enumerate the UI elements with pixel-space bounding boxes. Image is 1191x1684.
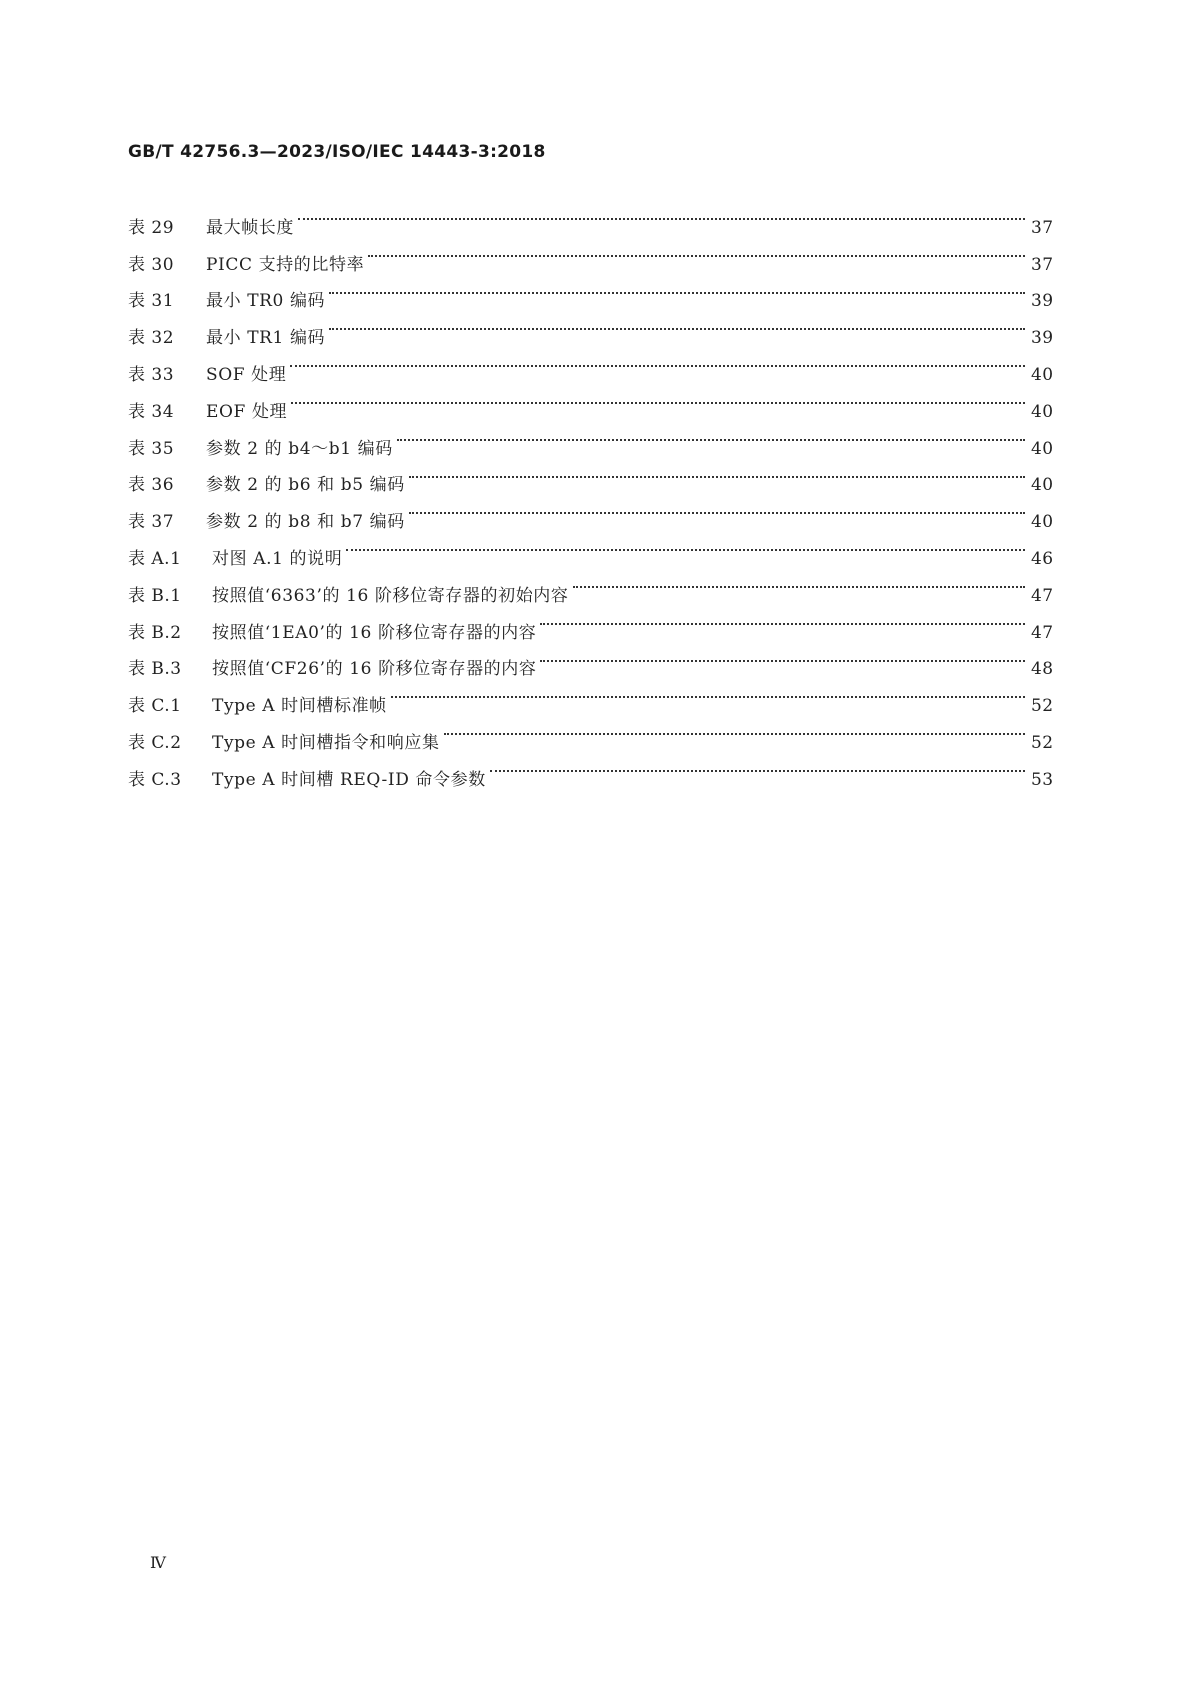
- toc-entry-label: 表 A.1: [128, 548, 182, 569]
- toc-entry-page: 40: [1031, 475, 1054, 496]
- toc-entry-label: 表 32: [128, 328, 175, 349]
- toc-dot-leader: [409, 490, 1025, 527]
- toc-entry-label: 表 31: [128, 291, 175, 312]
- toc-dot-leader: [290, 343, 1025, 380]
- toc-entry-label: 表 C.2: [128, 732, 182, 753]
- toc-entry[interactable]: [128, 196, 1054, 238]
- toc-entry-page: 48: [1031, 659, 1054, 680]
- toc-entry-title: Type A 时间槽标准帧: [212, 696, 387, 717]
- toc-dot-leader: [490, 748, 1025, 785]
- toc-entry-page: 47: [1031, 622, 1054, 643]
- toc-dot-leader: [329, 306, 1025, 343]
- toc-entry-page: 52: [1031, 696, 1054, 717]
- toc-dot-leader: [291, 380, 1025, 417]
- toc-entry-page: 37: [1031, 217, 1054, 238]
- toc-entry-title: 最小 TR0 编码: [206, 291, 326, 312]
- toc-dot-leader: [329, 270, 1025, 307]
- toc-entry-page: 40: [1031, 438, 1054, 459]
- toc-entry-label: 表 B.2: [128, 622, 182, 643]
- toc-entry-title: 最大帧长度: [206, 217, 294, 238]
- toc-entry-title: EOF 处理: [206, 401, 288, 422]
- toc-entry-title: Type A 时间槽指令和响应集: [212, 732, 440, 753]
- toc-entry-label: 表 C.3: [128, 769, 182, 790]
- toc-entry-page: 46: [1031, 548, 1054, 569]
- toc-entry-title: Type A 时间槽 REQ-ID 命令参数: [212, 769, 486, 790]
- toc-entry-title: 最小 TR1 编码: [206, 328, 326, 349]
- toc-entry-page: 37: [1031, 254, 1054, 275]
- toc-dot-leader: [573, 564, 1025, 601]
- toc-entry-label: 表 C.1: [128, 696, 182, 717]
- toc-dot-leader: [368, 233, 1025, 270]
- toc-dot-leader: [391, 674, 1025, 711]
- page-number: Ⅳ: [150, 1553, 166, 1572]
- toc-dot-leader: [409, 454, 1025, 491]
- toc-entry-page: 39: [1031, 291, 1054, 312]
- toc-entry-page: 53: [1031, 769, 1054, 790]
- toc-entry-label: 表 34: [128, 401, 175, 422]
- toc-entry-title: 对图 A.1 的说明: [212, 548, 343, 569]
- toc-dot-leader: [397, 417, 1025, 454]
- toc-entry-title: 参数 2 的 b8 和 b7 编码: [206, 512, 405, 533]
- toc-entry-label: 表 30: [128, 254, 175, 275]
- toc-entry-title: PICC 支持的比特率: [206, 254, 365, 275]
- toc-entry-title: 按照值‘CF26’的 16 阶移位寄存器的内容: [212, 659, 537, 680]
- toc-entry-label: 表 29: [128, 217, 175, 238]
- toc-entry-label: 表 B.1: [128, 585, 182, 606]
- toc-entry-title: 按照值‘6363’的 16 阶移位寄存器的初始内容: [212, 585, 569, 606]
- toc-dot-leader: [540, 601, 1025, 638]
- toc-entry-title: 按照值‘1EA0’的 16 阶移位寄存器的内容: [212, 622, 537, 643]
- toc-dot-leader: [444, 711, 1025, 748]
- toc-entry-label: 表 B.3: [128, 659, 182, 680]
- toc-entry-label: 表 36: [128, 475, 175, 496]
- toc-entry-page: 52: [1031, 732, 1054, 753]
- document-header: GB/T 42756.3—2023/ISO/IEC 14443-3:2018: [128, 142, 546, 162]
- toc-dot-leader: [540, 638, 1025, 675]
- toc-entry-page: 47: [1031, 585, 1054, 606]
- toc-entry-page: 40: [1031, 364, 1054, 385]
- table-of-contents-list: [128, 196, 1054, 790]
- toc-entry-page: 40: [1031, 512, 1054, 533]
- toc-dot-leader: [346, 527, 1025, 564]
- toc-entry-title: 参数 2 的 b6 和 b5 编码: [206, 475, 405, 496]
- toc-entry-title: 参数 2 的 b4～b1 编码: [206, 438, 393, 459]
- toc-entry-label: 表 33: [128, 364, 175, 385]
- toc-dot-leader: [298, 196, 1025, 233]
- toc-entry-page: 40: [1031, 401, 1054, 422]
- toc-entry-label: 表 35: [128, 438, 175, 459]
- toc-entry-label: 表 37: [128, 512, 175, 533]
- toc-entry-title: SOF 处理: [206, 364, 287, 385]
- toc-entry-page: 39: [1031, 328, 1054, 349]
